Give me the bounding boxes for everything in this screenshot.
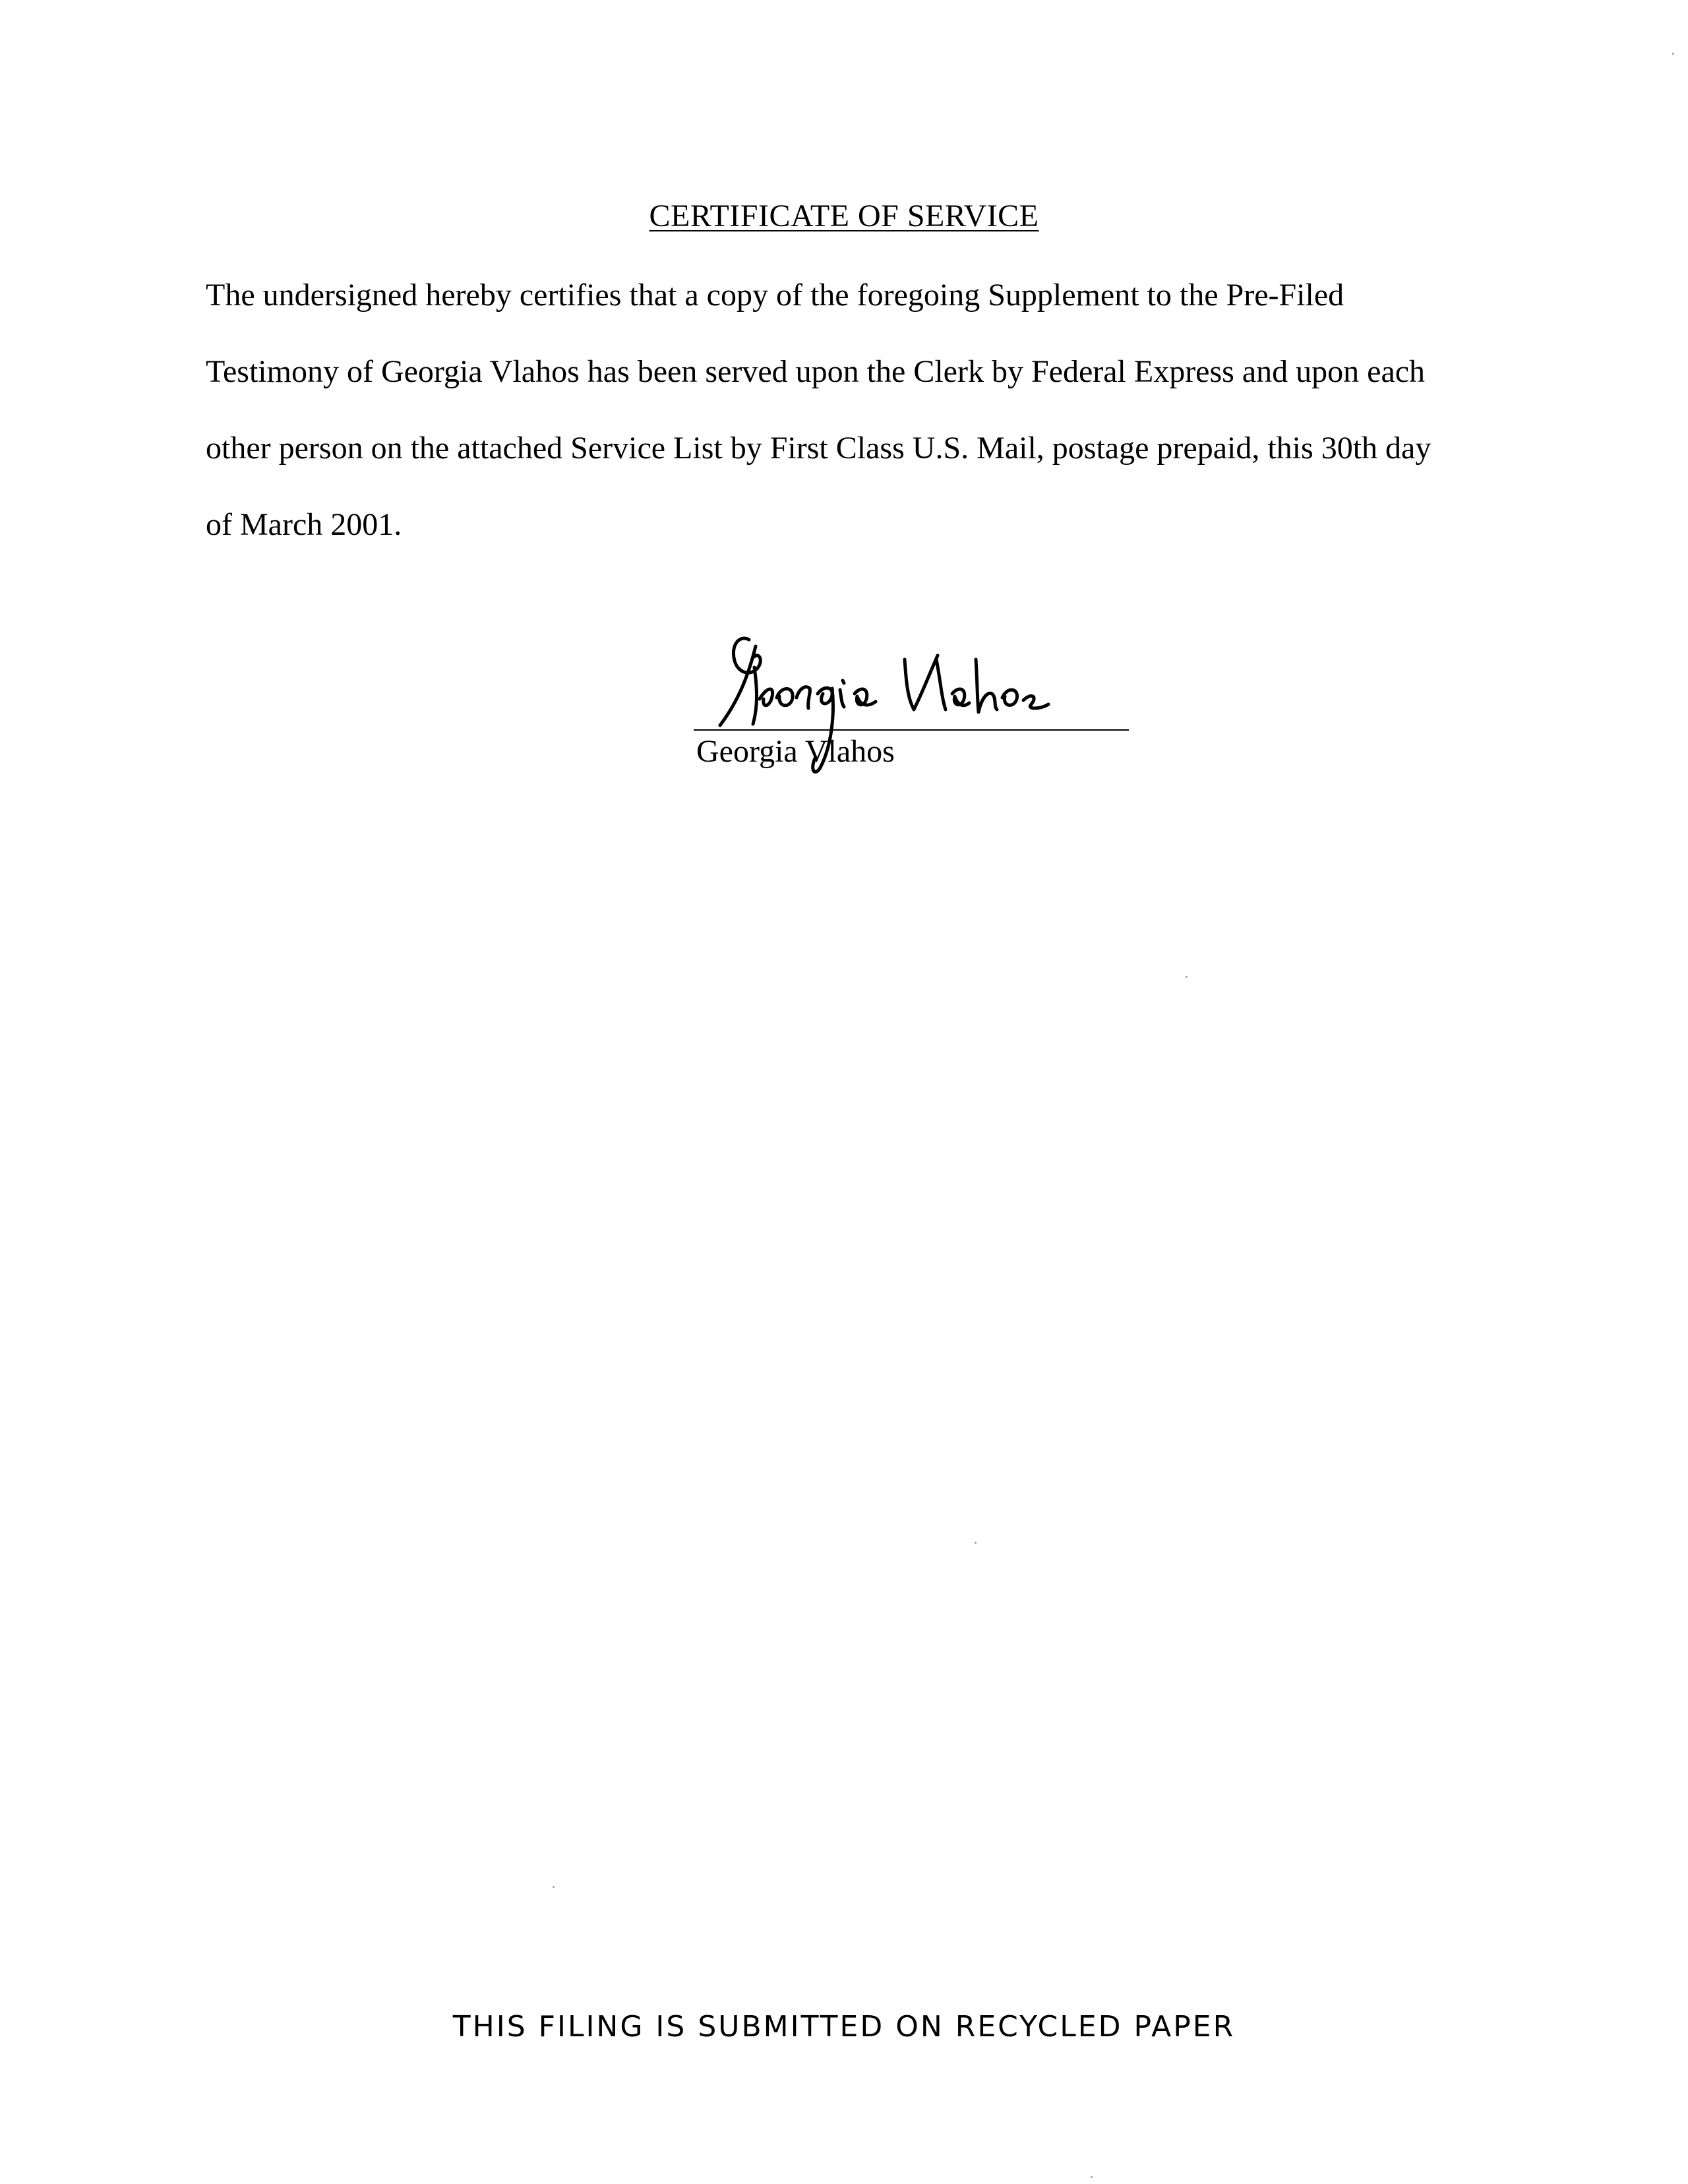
scan-speck xyxy=(553,1886,555,1888)
recycled-paper-footer: THIS FILING IS SUBMITTED ON RECYCLED PAPER xyxy=(452,2010,1236,2044)
signature-line xyxy=(694,729,1129,731)
signer-printed-name: Georgia Vlahos xyxy=(696,734,895,769)
scan-speck xyxy=(1091,2176,1093,2178)
body-text-line-1: The undersigned hereby certifies that a copy of the foregoing Supplement to the Pre-Filed xyxy=(206,278,1344,313)
body-text-line-4: of March 2001. xyxy=(206,507,402,542)
body-text-line-2: Testimony of Georgia Vlahos has been served upon the Clerk by Federal Express and upon each xyxy=(206,354,1426,389)
scan-speck xyxy=(1672,53,1674,55)
scan-speck xyxy=(1186,976,1188,978)
body-text-line-3: other person on the attached Service List by First Class U.S. Mail, postage prepaid, this 30th day xyxy=(206,431,1432,466)
certificate-title: CERTIFICATE OF SERVICE xyxy=(649,198,1039,233)
scan-speck xyxy=(975,1542,977,1544)
signature-block xyxy=(694,620,1129,785)
